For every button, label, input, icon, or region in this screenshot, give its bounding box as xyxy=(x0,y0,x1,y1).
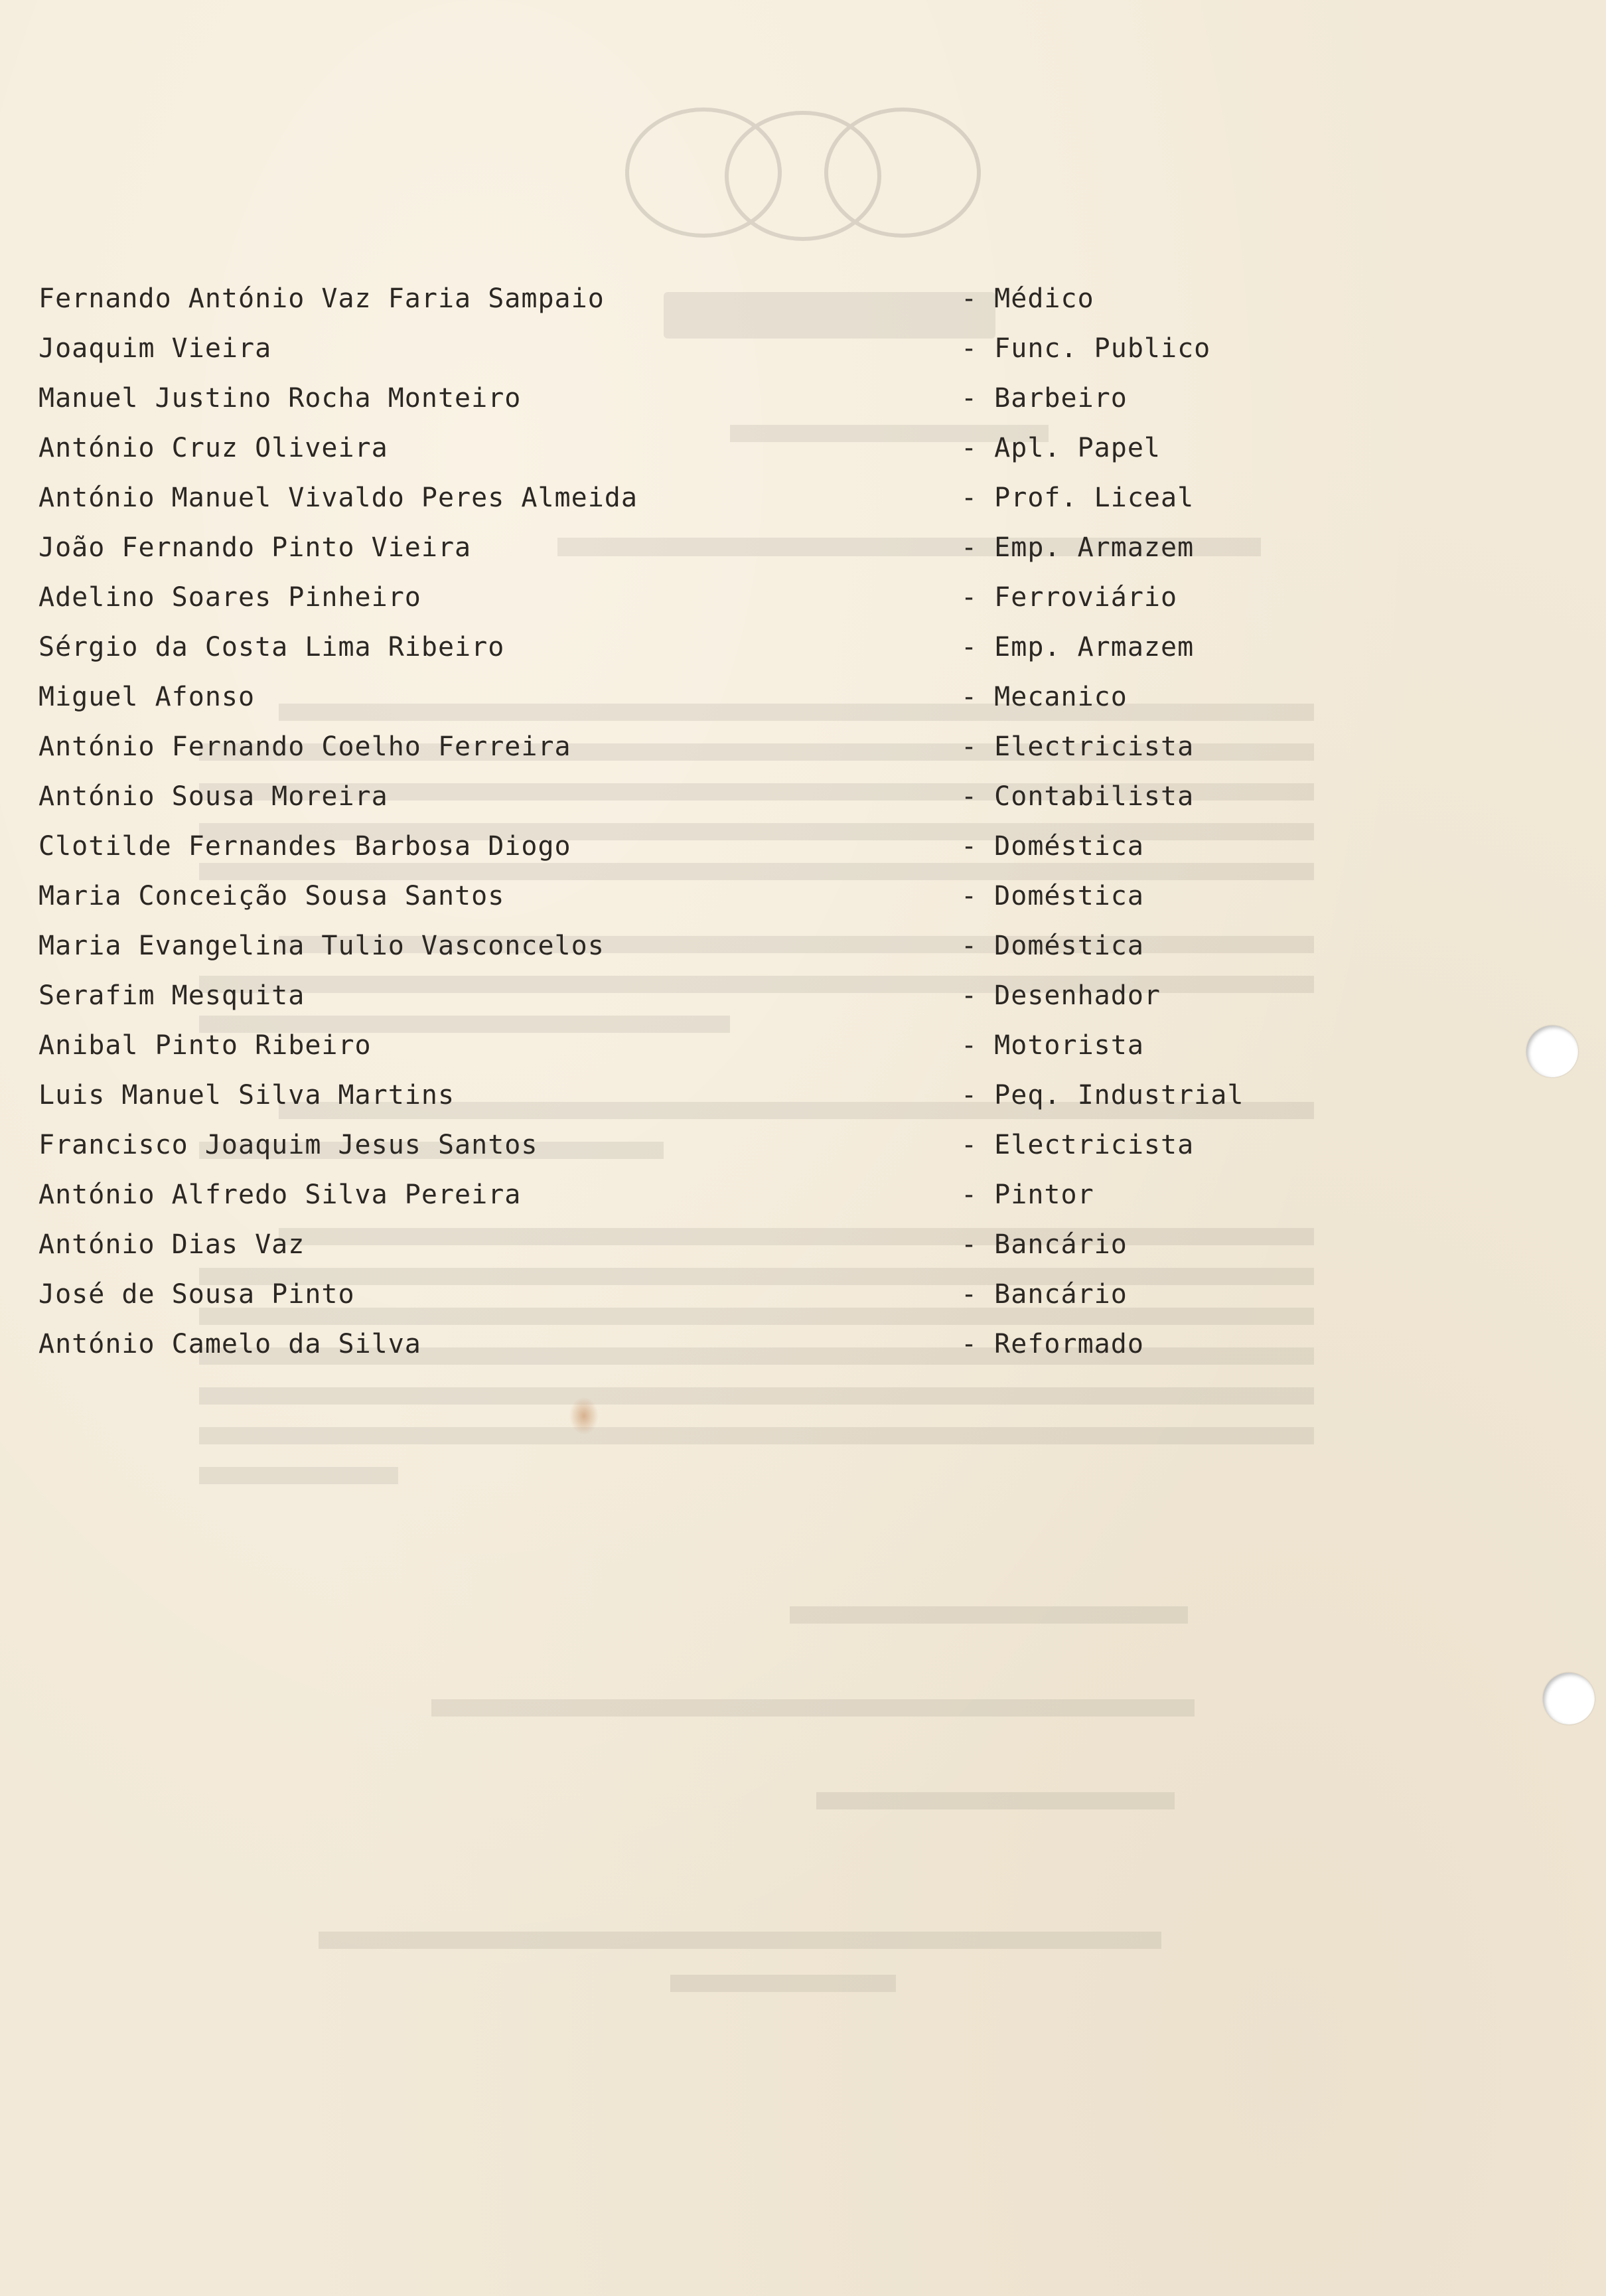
list-item xyxy=(38,331,1299,381)
person-profession: - Electricista xyxy=(961,1130,1195,1160)
person-name: Francisco Joaquim Jesus Santos xyxy=(38,1130,538,1160)
person-profession: - Doméstica xyxy=(961,881,1144,911)
punch-hole xyxy=(1526,1026,1578,1077)
list-item xyxy=(38,1078,1299,1128)
person-profession: - Reformado xyxy=(961,1329,1144,1359)
person-name: Maria Evangelina Tulio Vasconcelos xyxy=(38,931,605,961)
person-profession: - Doméstica xyxy=(961,831,1144,862)
person-profession: - Motorista xyxy=(961,1030,1144,1061)
person-name: Luis Manuel Silva Martins xyxy=(38,1080,455,1110)
person-profession: - Emp. Armazem xyxy=(961,632,1195,662)
person-name: António Cruz Oliveira xyxy=(38,433,388,463)
person-profession: - Pintor xyxy=(961,1180,1094,1210)
list-item xyxy=(38,381,1299,431)
person-profession: - Prof. Liceal xyxy=(961,483,1195,513)
list-item xyxy=(38,1327,1299,1377)
list-item xyxy=(38,481,1299,530)
person-profession: - Barbeiro xyxy=(961,383,1128,414)
list-item xyxy=(38,281,1299,331)
person-profession: - Apl. Papel xyxy=(961,433,1161,463)
person-profession: - Ferroviário xyxy=(961,582,1178,613)
person-name: Sérgio da Costa Lima Ribeiro xyxy=(38,632,505,662)
list-item xyxy=(38,1128,1299,1178)
person-name: António Fernando Coelho Ferreira xyxy=(38,731,571,762)
person-name: António Manuel Vivaldo Peres Almeida xyxy=(38,483,638,513)
list-item xyxy=(38,1028,1299,1078)
list-item xyxy=(38,1227,1299,1277)
person-name: Clotilde Fernandes Barbosa Diogo xyxy=(38,831,571,862)
list-item xyxy=(38,431,1299,481)
list-item xyxy=(38,978,1299,1028)
person-profession: - Func. Publico xyxy=(961,333,1211,364)
paper-stain xyxy=(569,1397,599,1434)
list-item xyxy=(38,530,1299,580)
list-item xyxy=(38,680,1299,729)
person-profession: - Médico xyxy=(961,283,1094,314)
person-name: Serafim Mesquita xyxy=(38,980,305,1011)
person-profession: - Bancário xyxy=(961,1229,1128,1260)
person-profession: - Peq. Industrial xyxy=(961,1080,1244,1110)
list-item xyxy=(38,779,1299,829)
person-name: Manuel Justino Rocha Monteiro xyxy=(38,383,522,414)
person-name: Fernando António Vaz Faria Sampaio xyxy=(38,283,605,314)
list-item xyxy=(38,879,1299,929)
person-name: Maria Conceição Sousa Santos xyxy=(38,881,505,911)
list-item xyxy=(38,630,1299,680)
person-name: António Sousa Moreira xyxy=(38,781,388,812)
person-profession: - Electricista xyxy=(961,731,1195,762)
list-item xyxy=(38,829,1299,879)
person-name: José de Sousa Pinto xyxy=(38,1279,355,1310)
person-profession: - Desenhador xyxy=(961,980,1161,1011)
person-profession: - Emp. Armazem xyxy=(961,532,1195,563)
person-name: António Dias Vaz xyxy=(38,1229,305,1260)
punch-hole xyxy=(1543,1673,1595,1724)
person-name: António Camelo da Silva xyxy=(38,1329,421,1359)
person-profession: - Doméstica xyxy=(961,931,1144,961)
person-profession: - Bancário xyxy=(961,1279,1128,1310)
person-name: Adelino Soares Pinheiro xyxy=(38,582,421,613)
list-item xyxy=(38,929,1299,978)
member-list xyxy=(38,281,1299,1377)
person-name: Anibal Pinto Ribeiro xyxy=(38,1030,372,1061)
person-name: Joaquim Vieira xyxy=(38,333,272,364)
list-item xyxy=(38,1178,1299,1227)
person-profession: - Mecanico xyxy=(961,682,1128,712)
person-name: António Alfredo Silva Pereira xyxy=(38,1180,522,1210)
list-item xyxy=(38,1277,1299,1327)
person-profession: - Contabilista xyxy=(961,781,1195,812)
list-item xyxy=(38,729,1299,779)
list-item xyxy=(38,580,1299,630)
person-name: Miguel Afonso xyxy=(38,682,256,712)
person-name: João Fernando Pinto Vieira xyxy=(38,532,472,563)
